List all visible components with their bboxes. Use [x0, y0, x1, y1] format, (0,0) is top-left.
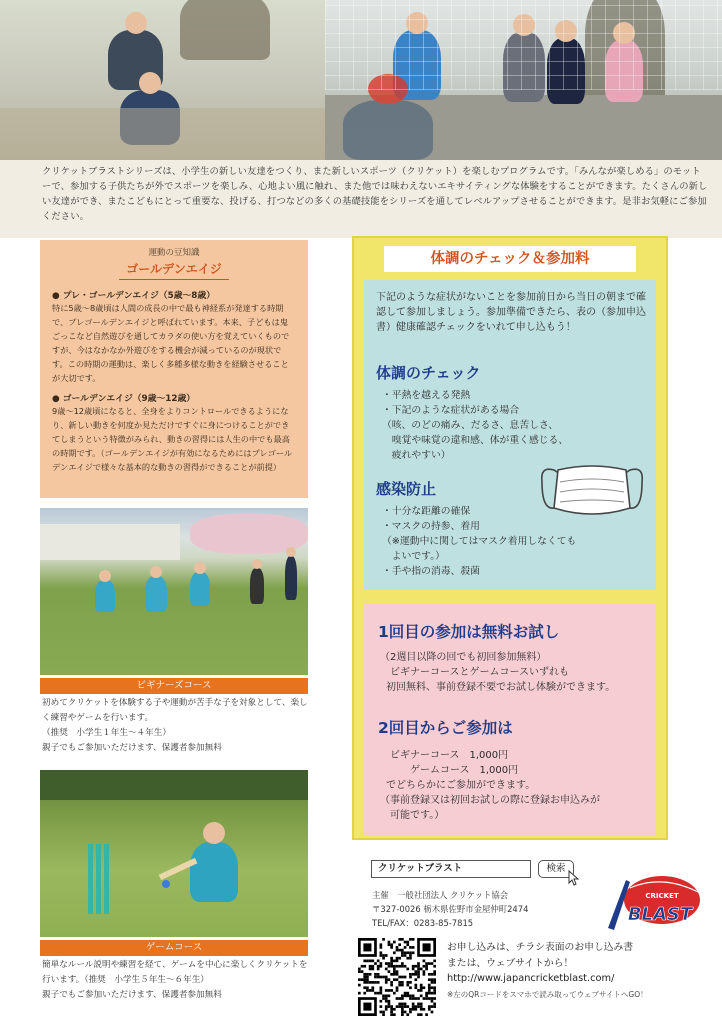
apply-line: または、ウェブサイトから！ [447, 957, 574, 969]
organizer-name: 主催 一般社団法人 クリケット協会 [372, 890, 509, 900]
list-item: （咳、のどの痛み、だるさ、息苦しさ、 [382, 420, 559, 431]
pre-golden-age-body: 特に5歳〜8歳頃は人間の成長の中で最も神経系が発達する時期で、プレゴールデンエイジと呼ばれています。本来、子どもは鬼ごっこなど自然遊びを通してカラダの使い方を覚えていくものですが、今はなかなか外遊びをする機会が減っているのが現状です。この時期の運動は、楽しく多種多様な動きを経験させることが大切です。 [52, 303, 290, 383]
free-trial-heading: 1回目の参加は無料お試し [378, 623, 560, 641]
cricket-blast-logo [600, 868, 708, 936]
panel-kicker: 運動の豆知識 [148, 248, 200, 258]
golden-age-body: 9歳〜12歳頃になると、全身をよりコントロールできるようになり、新しい動きを何度か見ただけですぐに身につけることができてしまうという特徴がみられ、動きの習得には人生の中でも最高の時期です。（ゴールデンエイジが有効になるためにはプレゴールデンエイジで様々な基本的な動きの習得ができることが前提） [52, 406, 293, 472]
child-figure [343, 100, 433, 160]
infection-prevention-heading: 感染防止 [376, 480, 437, 498]
fee-line: （2週目以降の回でも初回参加無料） [380, 652, 547, 663]
fee-line: ビギナーコースとゲームコースいずれも [390, 667, 569, 678]
search-button[interactable]: 検索 [538, 860, 574, 878]
list-item: ・下記のような症状がある場合 [382, 405, 520, 416]
health-lead-text: 下記のような症状がないことを参加前日から当日の朝まで確認して参加しましょう。参加準備できたら、表の（参加申込書）健康確認チェックをいれて申し込もう！ [376, 292, 646, 333]
panel-title: ゴールデンエイジ [119, 260, 229, 280]
second-time-heading: 2回目からご参加は [378, 719, 513, 737]
golden-age-title: ● ゴールデンエイジ（9歳〜12歳） [52, 394, 196, 404]
pre-golden-age-title: ● プレ・ゴールデンエイジ（5歳〜8歳） [52, 291, 216, 301]
cursor-icon [568, 870, 580, 886]
golden-age-panel [40, 240, 308, 498]
health-check-list [382, 388, 652, 463]
game-desc-line: 簡単なルール説明や練習を経て、ゲームを中心に楽しくクリケットを行います。（推奨 小学生５年生〜６年生） [42, 960, 308, 985]
price-game: ゲームコース 1,000円 [390, 765, 519, 776]
organizer-address: 〒327-0026 栃木県佐野市金屋仲町2474 [372, 904, 529, 914]
intro-band [0, 160, 722, 238]
beginner-course-caption: ビギナーズコース [40, 678, 308, 694]
list-item: ・平熱を越える発熱 [382, 390, 471, 401]
game-course-caption: ゲームコース [40, 940, 308, 956]
beginner-parent-note: 親子でもご参加いただけます、保護者参加無料 [42, 743, 222, 753]
price-beginner: ビギナーコース 1,000円 [390, 750, 509, 761]
intro-text: クリケットブラストシリーズは、小学生の新しい友達をつくり、また新しいスポーツ（クリケット）を楽しむプログラムです。「みんなが楽しめる」のモットーで、参加する子供たちが外でスポーツを楽しみ、心地よい風に触れ、また他では味わえないエキサイティングな体験をすることができます。たくさんの新しい友達ができ、またこどもにとって重要な、投げる、打つなどの多くの基礎技能をシリーズを通してレベルアップさせることができます。是非お気軽にご参加ください。 [42, 166, 708, 222]
fee-line: でどちらかにご参加ができます。 [386, 780, 536, 791]
logo-text-main: BLAST [627, 904, 693, 925]
list-item: よいです。） [382, 551, 445, 562]
beginner-desc-line: 初めてクリケットを体験する子や運動が苦手な子を対象として、楽しく練習やゲームを行います。 [42, 698, 308, 723]
search-input[interactable]: クリケットブラスト [371, 860, 531, 878]
list-item: ・手や指の消毒、殺菌 [382, 566, 480, 577]
fee-line: 初回無料、事前登録不要でお試し体験ができます。 [386, 682, 616, 693]
game-course-photo [40, 770, 308, 937]
website-link[interactable]: http://www.japancricketblast.com/ [447, 973, 615, 984]
health-fee-title: 体調のチェック＆参加料 [384, 246, 636, 272]
logo-text-top: CRICKET [645, 892, 679, 900]
fee-price-text [380, 748, 656, 823]
health-check-heading: 体調のチェック [376, 364, 481, 382]
hero-photo-left [0, 0, 325, 160]
list-item: 嗅覚や味覚の違和感、体が重く感じる、 [382, 435, 569, 446]
fee-line: 可能です。） [380, 810, 445, 821]
application-info [447, 940, 717, 1002]
qr-code[interactable] [358, 938, 436, 1016]
beginner-course-description [42, 696, 312, 756]
list-item: ・マスクの持参、着用 [382, 521, 480, 532]
fee-line: （事前登録又は初回お試しの際に登録お申込みが [380, 795, 600, 806]
beginner-course-photo [40, 508, 308, 675]
list-item: ・十分な距離の確保 [382, 506, 471, 517]
game-parent-note: 親子でもご参加いただけます、保護者参加無料 [42, 990, 222, 1000]
organizer-phone: TEL/FAX：0283-85-7815 [372, 918, 474, 928]
apply-line: お申し込みは、チラシ表面のお申し込み書 [447, 942, 634, 953]
face-mask-icon [538, 460, 646, 522]
list-item: （※運動中に関してはマスク着用しなくても [382, 536, 577, 547]
list-item: 疲れやすい） [382, 450, 451, 461]
organizer-info [372, 888, 592, 930]
free-trial-text [380, 650, 656, 695]
hero-photo [0, 0, 722, 160]
beginner-recommend: （推奨 小学生１年生〜４年生） [42, 728, 171, 738]
game-course-description [42, 958, 312, 1003]
qr-note: ※左のQRコードをスマホで読み取ってウェブサイトへGO！ [447, 989, 648, 999]
